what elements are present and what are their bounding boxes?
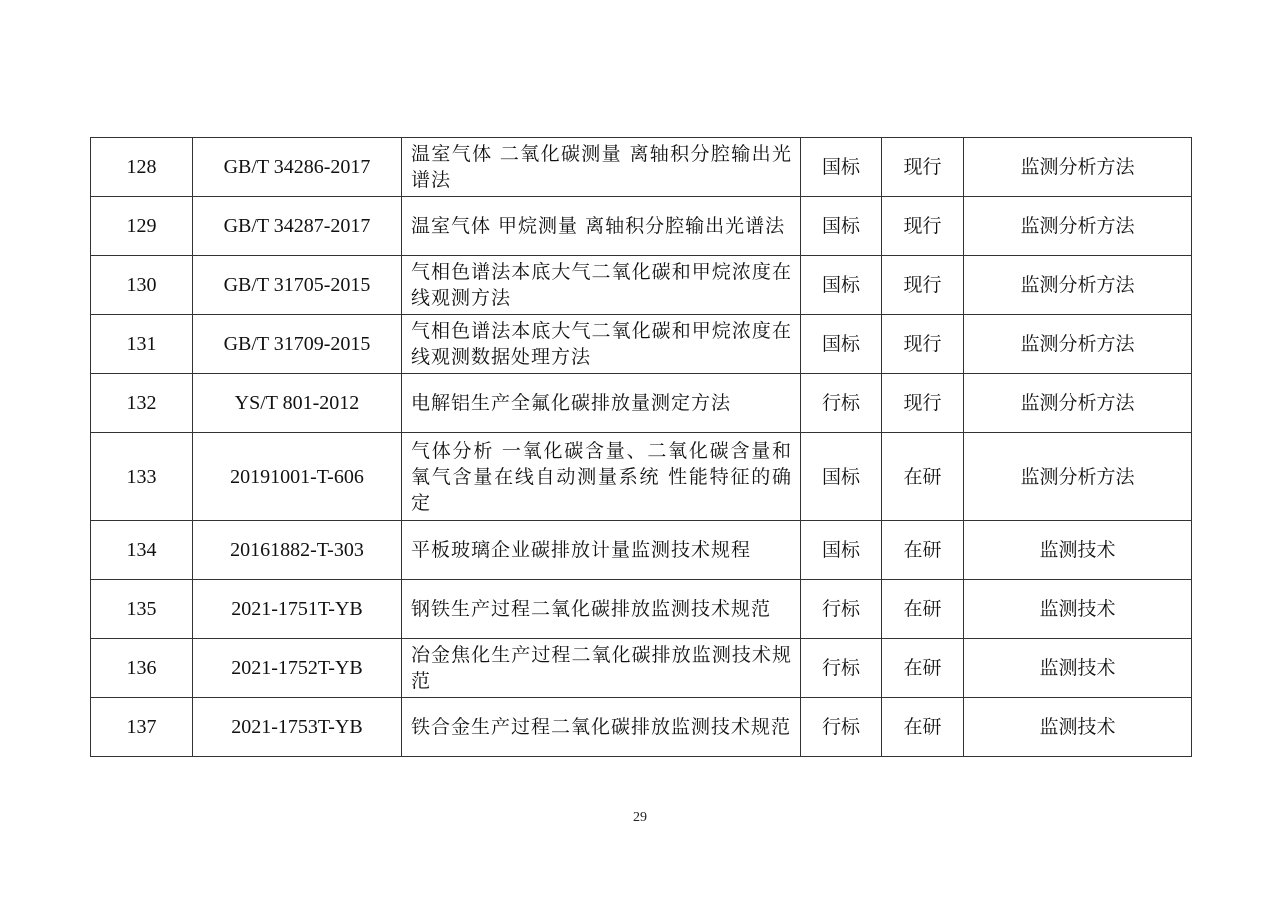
row-number: 136 bbox=[91, 639, 193, 698]
standard-name: 平板玻璃企业碳排放计量监测技术规程 bbox=[402, 521, 801, 580]
standard-level: 行标 bbox=[801, 698, 882, 757]
standard-code: 2021-1753T-YB bbox=[193, 698, 402, 757]
row-number: 129 bbox=[91, 197, 193, 256]
row-number: 128 bbox=[91, 138, 193, 197]
standard-name: 温室气体 甲烷测量 离轴积分腔输出光谱法 bbox=[402, 197, 801, 256]
standard-code: GB/T 31705-2015 bbox=[193, 256, 402, 315]
row-number: 132 bbox=[91, 374, 193, 433]
standard-category: 监测技术 bbox=[964, 580, 1192, 639]
row-number: 134 bbox=[91, 521, 193, 580]
standard-code: GB/T 31709-2015 bbox=[193, 315, 402, 374]
standard-name: 电解铝生产全氟化碳排放量测定方法 bbox=[402, 374, 801, 433]
standard-level: 国标 bbox=[801, 521, 882, 580]
standard-status: 在研 bbox=[882, 580, 964, 639]
row-number: 137 bbox=[91, 698, 193, 757]
row-number: 131 bbox=[91, 315, 193, 374]
table-row bbox=[91, 433, 1192, 521]
standard-status: 现行 bbox=[882, 256, 964, 315]
table-row bbox=[91, 197, 1192, 256]
standard-status: 在研 bbox=[882, 639, 964, 698]
standard-status: 在研 bbox=[882, 521, 964, 580]
standard-status: 在研 bbox=[882, 698, 964, 757]
table-row bbox=[91, 698, 1192, 757]
standard-category: 监测分析方法 bbox=[964, 197, 1192, 256]
standard-status: 现行 bbox=[882, 138, 964, 197]
row-number: 130 bbox=[91, 256, 193, 315]
standard-category: 监测技术 bbox=[964, 698, 1192, 757]
standard-level: 国标 bbox=[801, 315, 882, 374]
standard-name: 气相色谱法本底大气二氧化碳和甲烷浓度在线观测数据处理方法 bbox=[402, 315, 801, 374]
standard-category: 监测分析方法 bbox=[964, 256, 1192, 315]
standard-level: 国标 bbox=[801, 256, 882, 315]
table-row bbox=[91, 639, 1192, 698]
standard-level: 国标 bbox=[801, 197, 882, 256]
standard-code: 20161882-T-303 bbox=[193, 521, 402, 580]
row-number: 133 bbox=[91, 433, 193, 521]
standard-name: 冶金焦化生产过程二氧化碳排放监测技术规范 bbox=[402, 639, 801, 698]
standard-level: 国标 bbox=[801, 433, 882, 521]
standard-category: 监测分析方法 bbox=[964, 138, 1192, 197]
page-number: 29 bbox=[633, 810, 647, 825]
standard-code: 20191001-T-606 bbox=[193, 433, 402, 521]
standard-level: 行标 bbox=[801, 639, 882, 698]
standard-status: 在研 bbox=[882, 433, 964, 521]
standard-level: 国标 bbox=[801, 138, 882, 197]
table-row bbox=[91, 138, 1192, 197]
standard-status: 现行 bbox=[882, 374, 964, 433]
standard-category: 监测分析方法 bbox=[964, 433, 1192, 521]
standard-name: 温室气体 二氧化碳测量 离轴积分腔输出光谱法 bbox=[402, 138, 801, 197]
table-row bbox=[91, 256, 1192, 315]
standard-category: 监测分析方法 bbox=[964, 315, 1192, 374]
standard-name: 气体分析 一氧化碳含量、二氧化碳含量和氧气含量在线自动测量系统 性能特征的确定 bbox=[402, 433, 801, 521]
standard-code: YS/T 801-2012 bbox=[193, 374, 402, 433]
standard-code: GB/T 34286-2017 bbox=[193, 138, 402, 197]
standard-category: 监测分析方法 bbox=[964, 374, 1192, 433]
row-number: 135 bbox=[91, 580, 193, 639]
standard-level: 行标 bbox=[801, 374, 882, 433]
standard-name: 钢铁生产过程二氧化碳排放监测技术规范 bbox=[402, 580, 801, 639]
standard-status: 现行 bbox=[882, 315, 964, 374]
standard-category: 监测技术 bbox=[964, 521, 1192, 580]
standard-name: 气相色谱法本底大气二氧化碳和甲烷浓度在线观测方法 bbox=[402, 256, 801, 315]
table-row bbox=[91, 315, 1192, 374]
standard-code: 2021-1751T-YB bbox=[193, 580, 402, 639]
table-row bbox=[91, 580, 1192, 639]
standard-code: GB/T 34287-2017 bbox=[193, 197, 402, 256]
table-row bbox=[91, 374, 1192, 433]
standard-level: 行标 bbox=[801, 580, 882, 639]
standard-category: 监测技术 bbox=[964, 639, 1192, 698]
standard-code: 2021-1752T-YB bbox=[193, 639, 402, 698]
standards-table bbox=[90, 137, 1192, 757]
standard-status: 现行 bbox=[882, 197, 964, 256]
standard-name: 铁合金生产过程二氧化碳排放监测技术规范 bbox=[402, 698, 801, 757]
table-row bbox=[91, 521, 1192, 580]
